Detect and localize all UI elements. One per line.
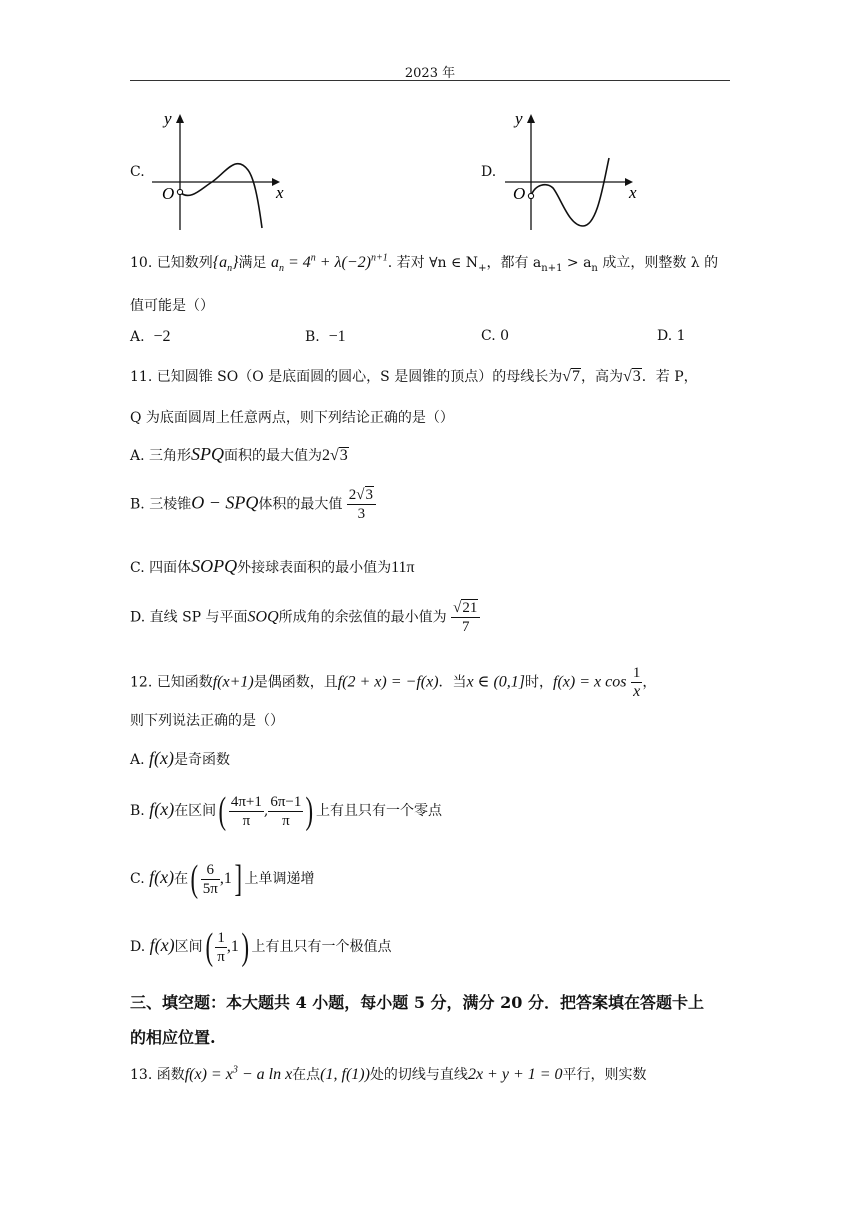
graph-c-y-label: y — [164, 109, 172, 128]
graph-c — [150, 106, 300, 234]
graph-d-y-label: y — [515, 109, 523, 128]
page-header: 2023 年 — [404, 66, 456, 81]
q11-option-d: D. 直线 SP 与平面SOQ所成角的余弦值的最小值为 $\frac{√21}{7}$ — [130, 599, 480, 636]
q10-line2: 值可能是（） — [130, 298, 214, 314]
option-c-label: C. — [130, 164, 145, 180]
q12-option-c: C. f(x)在( $\frac{6}{5\pi}$ ,1] 上单调递增 — [130, 858, 315, 900]
q11-line1: 11. 已知圆锥 SO（O 是底面圆的圆心，S 是圆锥的顶点）的母线长为√7，高为√3．若 P， — [130, 368, 698, 385]
q11-option-a: A. 三角形SPQ面积的最大值为2√3 — [130, 444, 348, 464]
q11-option-c: C. 四面体SOPQ外接球表面积的最小值为11π — [130, 556, 415, 576]
q10-line1: 10. 已知数列$\{a_n\}$满足 $a_n = 4^n + \lambda(-2)^{n+1}$. 若对 ∀n ∈ $N_+$，都有 $a_{n+1} > a_n$ 成立，则整数 λ 的 — [130, 252, 719, 275]
graph-c-x-label: x — [276, 183, 284, 202]
option-d-label: D. — [481, 164, 497, 180]
q12-option-a: A. f(x)是奇函数 — [130, 748, 230, 768]
q13-line1: 13. 函数$f(x) = x^3 - a$ ln x在点(1, f(1))处的切线与直线2x + y + 1 = 0平行，则实数 — [130, 1064, 647, 1083]
q10-option-d: D. 1 — [657, 328, 686, 344]
graph-d — [503, 106, 653, 234]
q12-line2: 则下列说法正确的是（） — [130, 713, 284, 729]
q12-option-b: B. f(x)在区间( $\frac{4\pi+1}{\pi}$ , $\frac{6\pi-1}{\pi}$ ) 上有且只有一个零点 — [130, 790, 443, 832]
q10-option-b: B. −1 — [305, 328, 346, 345]
q10-option-a: A. −2 — [130, 328, 171, 345]
section-3-heading-line1: 三、填空题：本大题共 4 小题，每小题 5 分，满分 20 分．把答案填在答题卡上 — [130, 993, 704, 1012]
q11-line2: Q 为底面圆周上任意两点，则下列结论正确的是（） — [130, 410, 454, 426]
q12-option-d: D. f(x)区间( $\frac{1}{\pi}$ ,1) 上有且只有一个极值点 — [130, 926, 392, 968]
q12-line1: 12. 已知函数f(x+1)是偶函数，且f(2 + x) = −f(x)．当x ∈ (0,1]时，f(x) = x cos $\frac{1}{x}$ ， — [130, 665, 657, 700]
q10-option-c: C. 0 — [481, 328, 510, 344]
graph-d-origin-label: O — [513, 184, 526, 203]
header-rule — [130, 80, 730, 81]
section-3-heading-line2: 的相应位置. — [130, 1028, 216, 1047]
graph-d-x-label: x — [629, 183, 637, 202]
graph-c-origin-label: O — [162, 184, 175, 203]
q11-option-b: B. 三棱锥O − SPQ体积的最大值 $\frac{2√3}{3}$ — [130, 486, 376, 523]
